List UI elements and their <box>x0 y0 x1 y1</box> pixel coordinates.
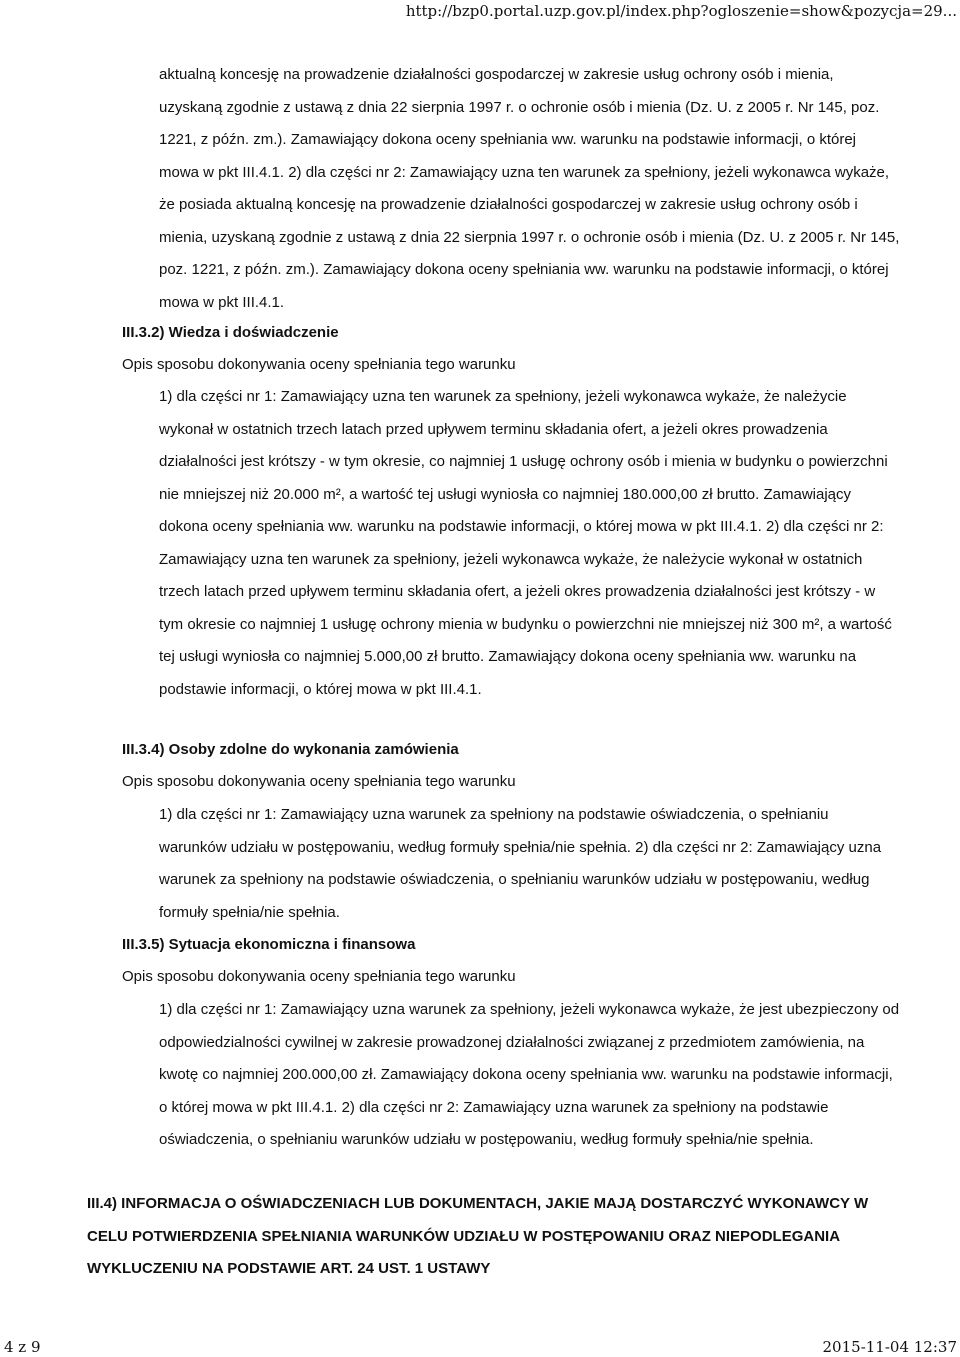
page-url: http://bzp0.portal.uzp.gov.pl/index.php?ogloszenie=show&pozycja=29... <box>405 2 957 20</box>
assessment-method-label: Opis sposobu dokonywania oceny spełniania tego warunku <box>122 356 516 373</box>
economic-financial-text: 1) dla części nr 1: Zamawiający uzna warunek za spełniony, jeżeli wykonawca wykaże, że jest ubezpieczony od odpowiedzialności cywilnej w zakresie prowadzonej działalności związanej z przedmiotem zamówienia, na kwotę co najmniej 200.000,00 zł. Zamawiający dokona oceny spełniania ww. warunku na podstawie informacji, o której mowa w pkt III.4.1. 2) dla części nr 2: Zamawiający uzna warunek za spełniony na podstawie oświadczenia, o spełnianiu warunków udziału w postępowaniu, według formuły spełnia/nie spełnia. <box>159 1001 900 1148</box>
section-heading-economic-financial: III.3.5) Sytuacja ekonomiczna i finansowa <box>122 936 416 953</box>
print-timestamp: 2015-11-04 12:37 <box>822 1338 957 1356</box>
assessment-method-label: Opis sposobu dokonywania oceny spełniania tego warunku <box>122 968 516 985</box>
knowledge-experience-text: 1) dla części nr 1: Zamawiający uzna ten warunek za spełniony, jeżeli wykonawca wykaże, że należycie wykonał w ostatnich trzech latach przed upływem terminu składania ofert, a jeżeli okres prowadzenia działalności jest krótszy - w tym okresie, co najmniej 1 usługę ochrony osób i mienia w budynku o powierzchni nie mniejszej niż 20.000 m², a wartość tej usługi wyniosła co najmniej 180.000,00 zł brutto. Zamawiający dokona oceny spełniania ww. warunku na podstawie informacji, o której mowa w pkt III.4.1. 2) dla części nr 2: Zamawiający uzna ten warunek za spełniony, jeżeli wykonawca wykaże, że należycie wykonał w ostatnich trzech latach przed upływem terminu składania ofert, a jeżeli okres prowadzenia działalności jest krótszy - w tym okresie co najmniej 1 usługę ochrony mienia w budynku o powierzchni nie mniejszej niż 300 m², a wartość tej usługi wyniosła co najmniej 5.000,00 zł brutto. Zamawiający dokona oceny spełniania ww. warunku na podstawie informacji, o której mowa w pkt III.4.1. <box>159 388 892 698</box>
page-indicator: 4 z 9 <box>4 1338 41 1356</box>
intro-paragraph: aktualną koncesję na prowadzenie działalności gospodarczej w zakresie usług ochrony osób i mienia, uzyskaną zgodnie z ustawą z dnia 22 sierpnia 1997 r. o ochronie osób i mienia (Dz. U. z 2005 r. Nr 145, poz. 1221, z późn. zm.). Zamawiający dokona oceny spełniania ww. warunku na podstawie informacji, o której mowa w pkt III.4.1. 2) dla części nr 2: Zamawiający uzna ten warunek za spełniony, jeżeli wykonawca wykaże, że posiada aktualną koncesję na prowadzenie działalności gospodarczej w zakresie usług ochrony osób i mienia, uzyskaną zgodnie z ustawą z dnia 22 sierpnia 1997 r. o ochronie osób i mienia (Dz. U. z 2005 r. Nr 145, poz. 1221, z późn. zm.). Zamawiający dokona oceny spełniania ww. warunku na podstawie informacji, o której mowa w pkt III.4.1. <box>159 66 900 311</box>
assessment-method-label: Opis sposobu dokonywania oceny spełniania tego warunku <box>122 773 516 790</box>
section-heading-documents: III.4) INFORMACJA O OŚWIADCZENIACH LUB DOKUMENTACH, JAKIE MAJĄ DOSTARCZYĆ WYKONAWCY W CELU POTWIERDZENIA SPEŁNIANIA WARUNKÓW UDZIAŁU W POSTĘPOWANIU ORAZ NIEPODLEGANIA WYKLUCZENIU NA PODSTAWIE ART. 24 UST. 1 USTAWY <box>87 1195 869 1277</box>
section-heading-persons: III.3.4) Osoby zdolne do wykonania zamówienia <box>122 741 459 758</box>
section-heading-knowledge-experience: III.3.2) Wiedza i doświadczenie <box>122 324 339 341</box>
persons-text: 1) dla części nr 1: Zamawiający uzna warunek za spełniony na podstawie oświadczenia, o spełnianiu warunków udziału w postępowaniu, według formuły spełnia/nie spełnia. 2) dla części nr 2: Zamawiający uzna warunek za spełniony na podstawie oświadczenia, o spełnianiu warunków udziału w postępowaniu, według formuły spełnia/nie spełnia. <box>159 806 882 921</box>
